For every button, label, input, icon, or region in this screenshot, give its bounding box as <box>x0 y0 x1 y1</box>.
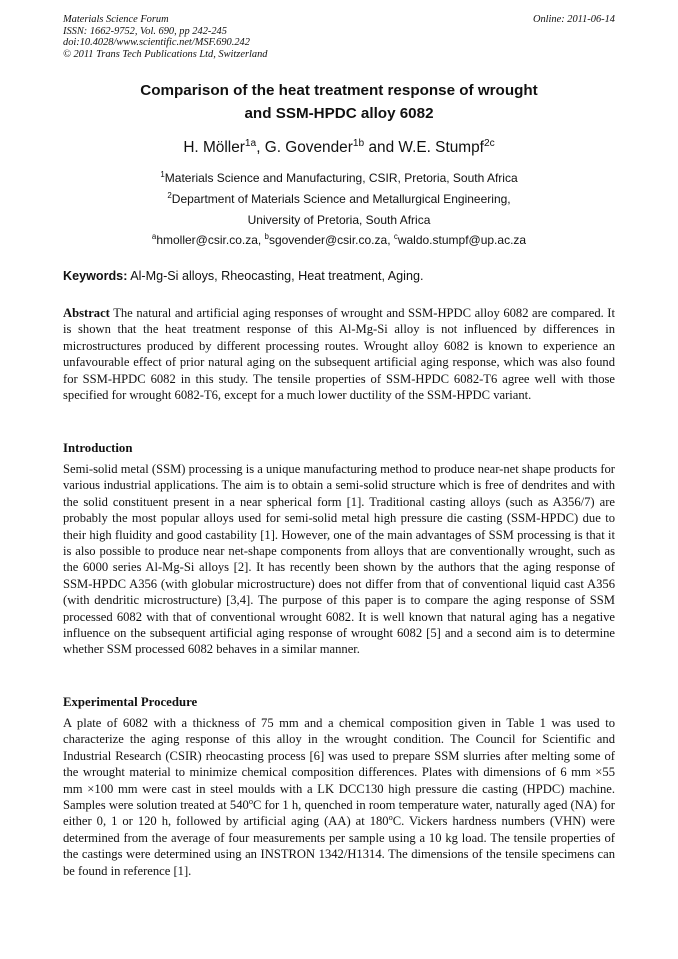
affiliation-2-cont: University of Pretoria, South Africa <box>247 212 431 227</box>
experimental-text: A plate of 6082 with a thickness of 75 mm and a chemical composition given in Table 1 was used to characterize the aging response of this alloy in the wrought condition. The Council for Scientific and Industrial Research (CSIR) rheocasting process [6] was used to prepare SSM slurries after melting some of the wrought material to minimize chemical composition differences. Plates with dimensions of 6 mm ×55 mm ×100 mm were cast in steel moulds with a LK DCC130 high pressure die casting (HPDC) machine. Samples were solution treated at 540 <box>63 716 615 813</box>
author-sup: 2c <box>483 137 495 149</box>
affiliation-text: Department of Materials Science and Metallurgical Engineering, <box>171 191 511 206</box>
affiliations <box>63 168 615 251</box>
author-separator: and <box>364 139 399 156</box>
experimental-paragraph <box>63 715 615 879</box>
experimental-text: C for 1 h, quenched in room temperature water, naturally aged (NA) for either 0, 1 or 120 h, followed by artificial aging (AA) at 180 <box>63 798 615 829</box>
journal-header <box>63 14 615 60</box>
introduction-paragraph: Semi-solid metal (SSM) processing is a unique manufacturing method to produce near-net shape products for various industrial applications. The aim is to obtain a semi-solid structure which is free of dendrites and with the solid constituent present in a near spherical form [1]. Traditional casting alloys (such as A356/7) are probably the most popular alloys used for semi-solid metal high pressure die casting (SSM-HPDC) due to their high fluidity and good castability [1]. However, one of the main advantages of SSM processing is that it is also possible to produce near net-shape components from alloys that are conventionally wrought, such as the 6000 series Al-Mg-Si alloys [2]. It has recently been shown by the authors that the aging response of SSM-HPDC A356 (with globular microstructure) does not differ from that of conventional liquid cast A356 (with dendritic microstructure) [3,4]. The purpose of this paper is to compare the aging response of SSM processed 6082 with that of conventional wrought 6082. It is well known that natural aging has a negative influence on the subsequent artificial aging response of wrought 6082 [5] and a second aim is to determine whether SSM processed 6082 behaves in a similar manner. <box>63 462 615 657</box>
email-link[interactable]: hmoller@csir.co.za <box>156 233 258 248</box>
affiliation-1 <box>63 168 615 189</box>
keywords-label: Keywords: <box>63 269 128 283</box>
affiliation-text: Materials Science and Manufacturing, CSIR, Pretoria, South Africa <box>164 171 518 185</box>
author-name: W.E. Stumpf <box>398 139 484 156</box>
email-sup: c <box>393 232 398 242</box>
title-line-1: Comparison of the heat treatment response of wrought <box>140 82 538 99</box>
keywords-line <box>63 268 615 284</box>
affiliation-sup: 2 <box>167 190 172 200</box>
issn-line: ISSN: 1662-9752, Vol. 690, pp 242-245 <box>63 25 227 37</box>
paper-title <box>63 80 615 125</box>
abstract-text: The natural and artificial aging responses of wrought and SSM-HPDC alloy 6082 are compared. It is shown that the heat treatment response of this Al-Mg-Si alloy is not influenced by differences in microstructures produced by different processing routes. Wrought alloy 6082 is known to experience an unfavourable effect of prior natural aging on the subsequent artificial aging response, which was also found for SSM-HPDC 6082 in this study. The tensile properties of SSM-HPDC 6082-T6 agree well with those specified for wrought 6082-T6, except for a much lower ductility of the SSM-HPDC variant. <box>63 306 615 403</box>
author-list <box>63 138 615 158</box>
experimental-text: C. Vickers hardness numbers (VHN) were determined from the average of four measurements per sample using a 10 kg load. The tensile properties of the castings were determined using an INSTRON 1342/H1314. The dimensions of the tensile specimens can be found in reference [1]. <box>63 814 615 878</box>
doi-line: doi:10.4028/www.scientific.net/MSF.690.242 <box>63 37 250 49</box>
email-link[interactable]: sgovender@csir.co.za <box>268 233 388 248</box>
title-line-2: and SSM-HPDC alloy 6082 <box>244 104 434 122</box>
experimental-heading: Experimental Procedure <box>63 695 198 709</box>
copyright-line: © 2011 Trans Tech Publications Ltd, Switzerland <box>63 48 268 60</box>
affiliation-sup: 1 <box>160 170 165 179</box>
author-separator: , <box>256 139 265 156</box>
email-separator: , <box>257 233 265 248</box>
email-list <box>63 230 615 251</box>
abstract-label: Abstract <box>63 306 110 320</box>
affiliation-2 <box>63 189 615 210</box>
abstract-paragraph <box>63 305 615 403</box>
author-sup: 1b <box>352 137 365 149</box>
author-name: H. Möller <box>183 139 245 156</box>
degree-sup: o <box>388 813 393 823</box>
email-sup: b <box>264 232 269 242</box>
email-link[interactable]: waldo.stumpf@up.ac.za <box>397 233 527 248</box>
journal-name: Materials Science Forum <box>63 14 169 25</box>
introduction-heading: Introduction <box>63 441 133 455</box>
degree-sup: o <box>248 796 253 806</box>
online-date: Online: 2011-06-14 <box>532 14 615 25</box>
email-sup: a <box>151 232 157 242</box>
keywords-text: Al-Mg-Si alloys, Rheocasting, Heat treatment, Aging. <box>127 269 424 283</box>
email-separator: , <box>387 233 394 248</box>
author-sup: 1a <box>244 137 257 149</box>
author-name: G. Govender <box>264 139 353 156</box>
